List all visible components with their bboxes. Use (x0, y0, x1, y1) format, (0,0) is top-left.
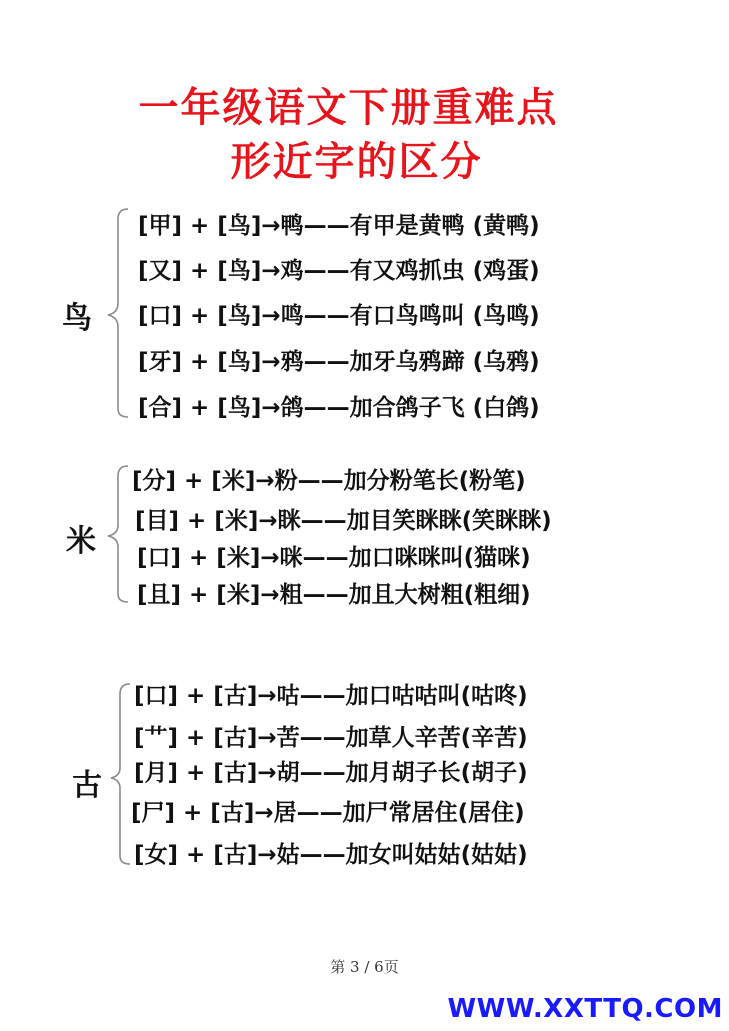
list-item: [分] + [米]→粉——加分粉笔长(粉笔) (132, 468, 526, 494)
list-item: [又] + [鸟]→鸡——有又鸡抓虫 (鸡蛋) (138, 258, 540, 284)
list-item: [月] + [古]→胡——加月胡子长(胡子) (134, 760, 528, 786)
page-title: 一年级语文下册重难点 (138, 85, 559, 131)
brace-niao (100, 205, 134, 420)
list-item: [目] + [米]→眯——加目笑眯眯(笑眯眯) (135, 508, 552, 534)
list-item: [合] + [鸟]→鸽——加合鸽子飞 (白鸽) (138, 395, 540, 421)
list-item: [且] + [米]→粗——加且大树粗(粗细) (137, 582, 531, 608)
page-subtitle: 形近字的区分 (230, 139, 483, 185)
group-label-niao: 鸟 (62, 301, 92, 336)
list-item: [牙] + [鸟]→鸦——加牙乌鸦蹄 (乌鸦) (138, 349, 540, 375)
site-watermark[interactable]: WWW.XXTTQ.COM (447, 994, 723, 1024)
group-label-gu: 古 (72, 768, 102, 803)
list-item: [尸] + [古]→居——加尸常居住(居住) (131, 800, 525, 826)
list-item: [女] + [古]→姑——加女叫姑姑(姑姑) (134, 842, 528, 868)
brace-mi (100, 462, 134, 608)
list-item: [甲] + [鸟]→鸭——有甲是黄鸭 (黄鸭) (138, 213, 540, 239)
list-item: [口] + [鸟]→鸣——有口鸟鸣叫 (鸟鸣) (138, 303, 540, 329)
brace-gu (104, 680, 136, 870)
list-item: [口] + [古]→咕——加口咕咕叫(咕咚) (134, 683, 528, 709)
list-item: [艹] + [古]→苦——加草人辛苦(辛苦) (134, 725, 528, 751)
page-number: 第 3 / 6页 (330, 958, 399, 976)
group-label-mi: 米 (66, 524, 96, 559)
list-item: [口] + [米]→咪——加口咪咪叫(猫咪) (137, 545, 531, 571)
